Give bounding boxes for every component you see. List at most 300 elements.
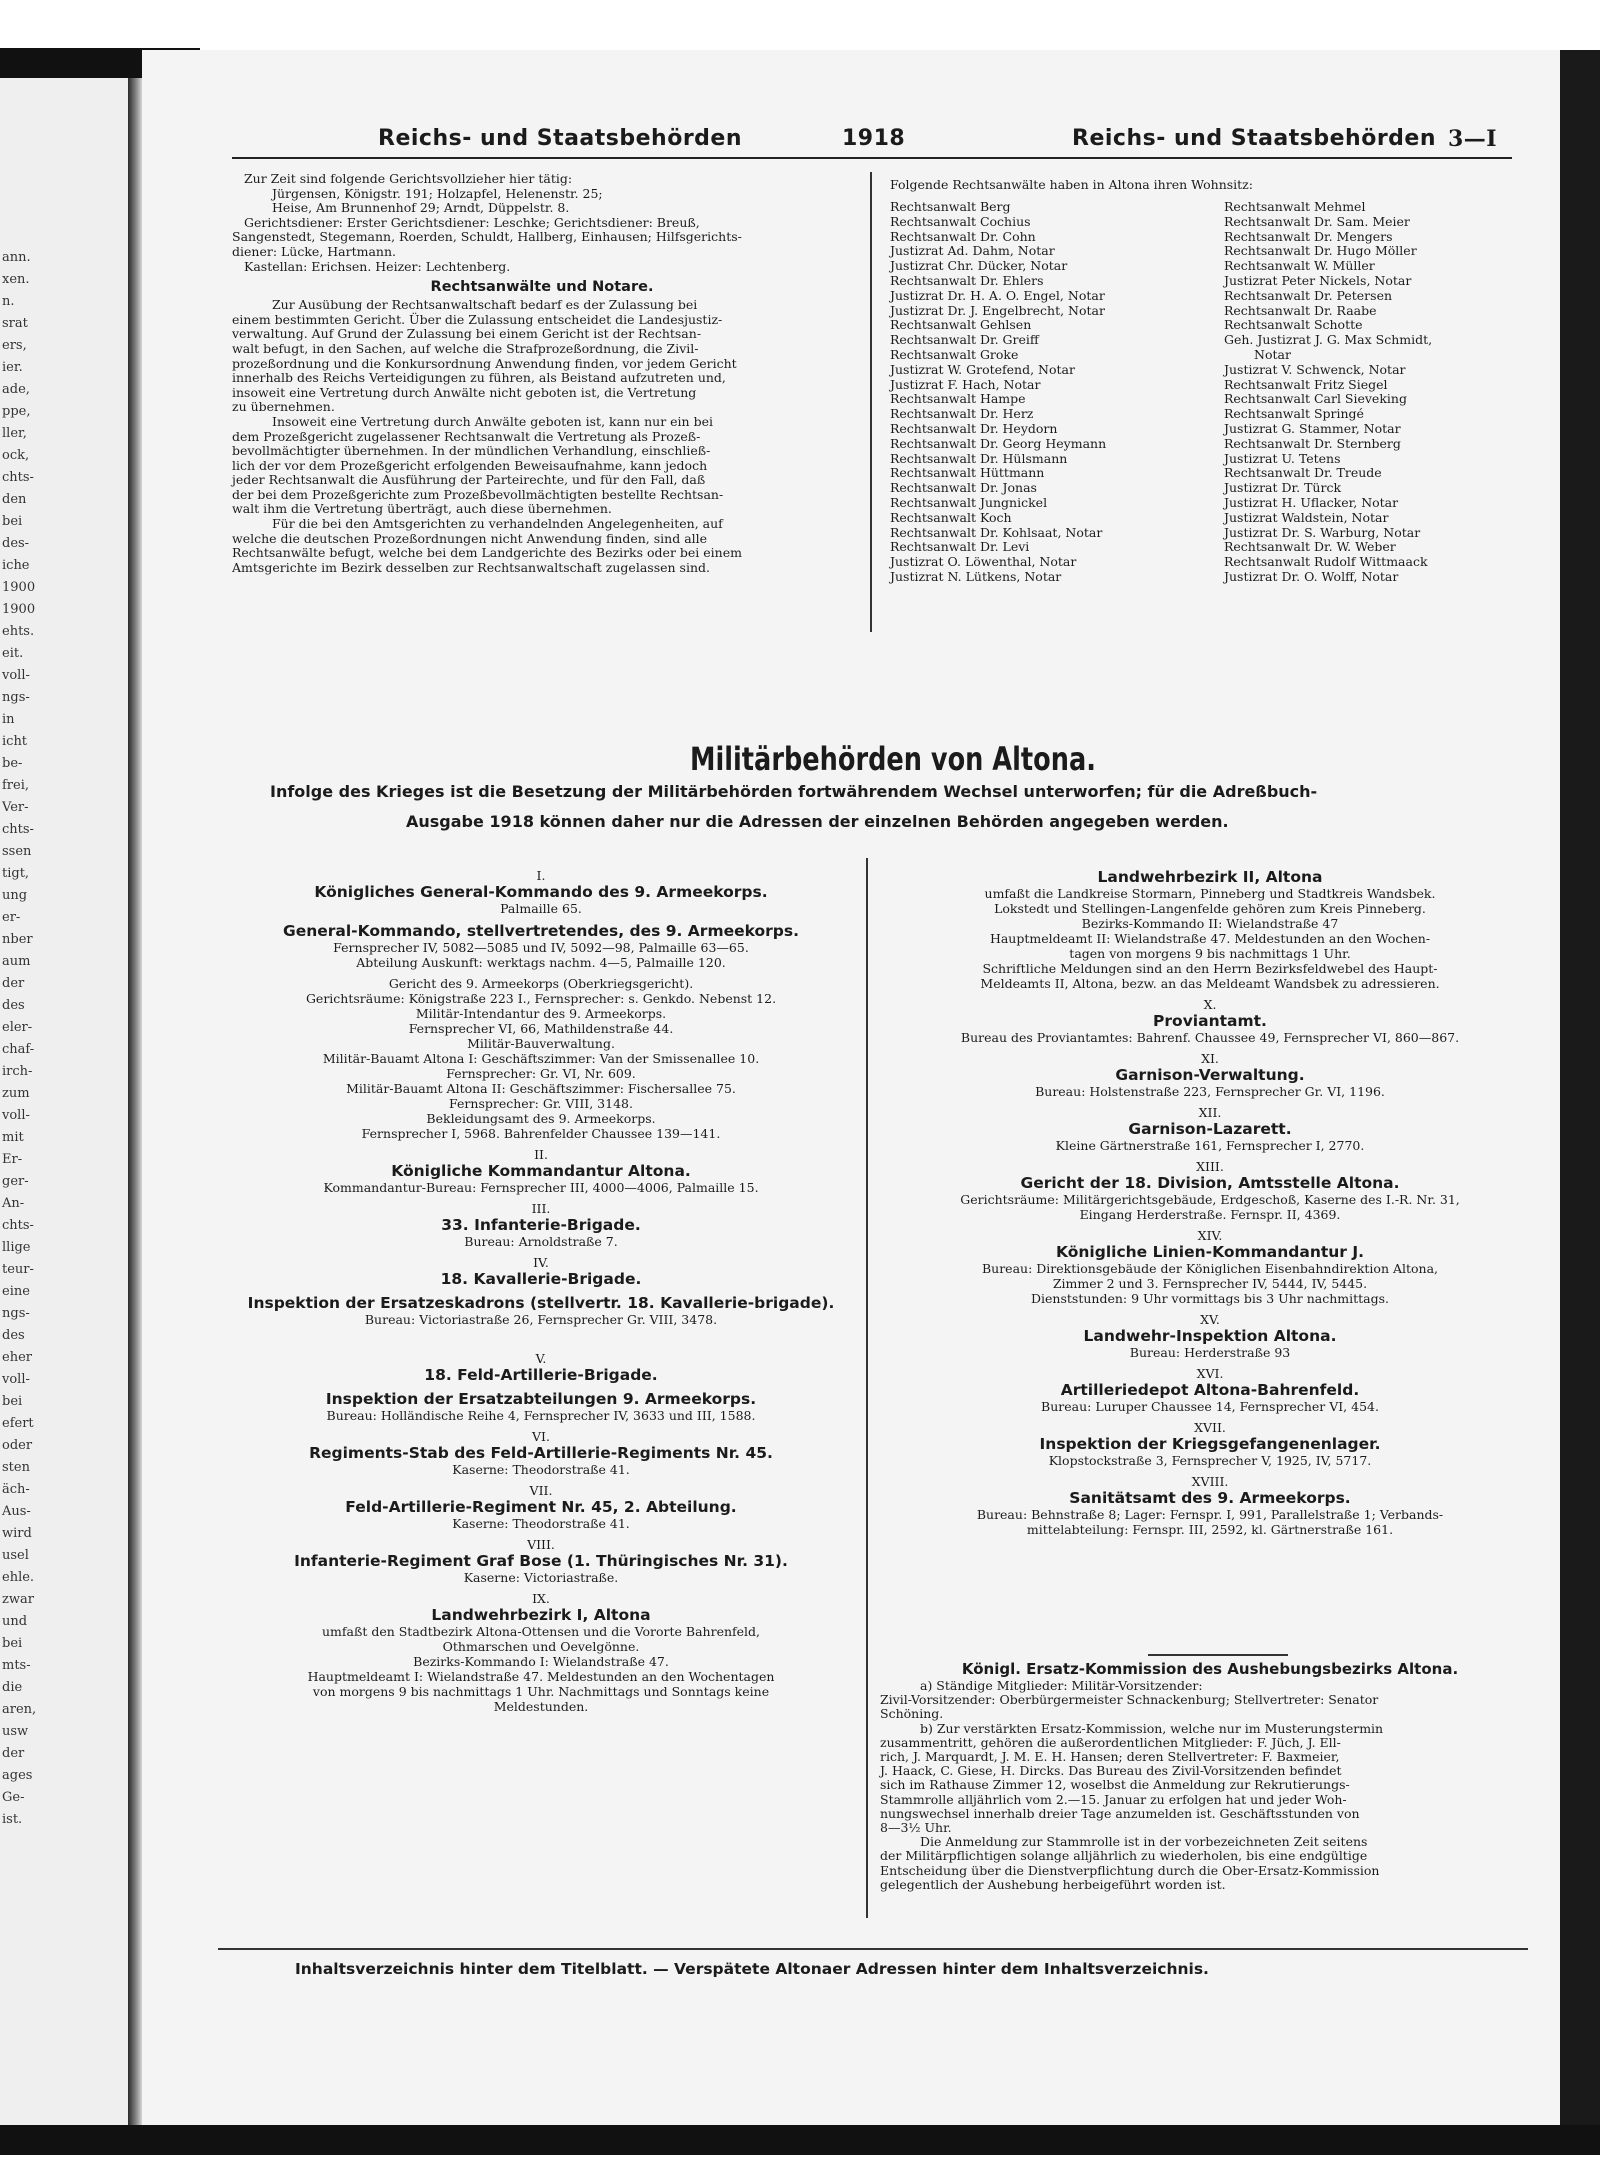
- entry-title: Königliches General-Kommando des 9. Armeekorps.: [314, 883, 768, 901]
- lawyer-entry: Rechtsanwalt Dr. Sternberg: [1224, 435, 1401, 451]
- court-staff-line: Gerichtsdiener: Erster Gerichtsdiener: Leschke; Gerichtsdiener: Breuß,: [244, 214, 700, 230]
- bailiff-line: Heise, Am Brunnenhof 29; Arndt, Düppelstr. 8.: [272, 200, 570, 216]
- lawyer-entry: Rechtsanwalt Dr. Hugo Möller: [1224, 243, 1417, 259]
- margin-fragment: usw: [2, 1724, 29, 1739]
- authority-entry: [880, 1420, 1540, 1468]
- authority-entry: [226, 1429, 856, 1477]
- paragraph-line: Rechtsanwälte befugt, welche bei dem Landgerichte des Bezirks oder bei einem: [232, 545, 742, 561]
- margin-fragment: zum: [2, 1086, 30, 1101]
- bailiff-line: Jürgensen, Königstr. 191; Holzapfel, Helenenstr. 25;: [272, 185, 603, 201]
- margin-fragment: er-: [2, 910, 21, 925]
- paragraph-line: innerhalb des Reichs Verteidigungen zu führen, als Beistand aufzutreten und,: [232, 370, 726, 386]
- ersatz-line: Die Anmeldung zur Stammrolle ist in der vorbezeichneten Zeit seitens: [920, 1834, 1368, 1850]
- lawyer-entry: Rechtsanwalt Gehlsen: [890, 317, 1032, 333]
- margin-fragment: 1900: [2, 580, 36, 595]
- lawyer-entry: Justizrat Dr. S. Warburg, Notar: [1224, 524, 1421, 540]
- lawyer-entry: Justizrat W. Grotefend, Notar: [890, 361, 1075, 377]
- lawyer-entry: Rechtsanwalt Dr. Cohn: [890, 228, 1036, 244]
- entry-number: XIV.: [1197, 1228, 1223, 1243]
- margin-fragment: oder: [2, 1438, 33, 1453]
- entry-title: Feld-Artillerie-Regiment Nr. 45, 2. Abteilung.: [345, 1498, 737, 1516]
- authority-entry: [226, 922, 856, 970]
- ersatz-line: a) Ständige Mitglieder: Militär-Vorsitzender:: [920, 1678, 1203, 1693]
- margin-fragment: chts-: [2, 470, 34, 485]
- ersatz-line: rich, J. Marquardt, J. M. E. H. Hansen; deren Stellvertreter: F. Baxmeier,: [880, 1749, 1340, 1765]
- lawyer-entry: Rechtsanwalt Springé: [1224, 406, 1364, 422]
- margin-fragment: mts-: [2, 1658, 31, 1673]
- margin-fragment: mit: [2, 1130, 24, 1145]
- entry-title: Landwehr-Inspektion Altona.: [1083, 1327, 1337, 1345]
- lawyer-entry: Rechtsanwalt Cochius: [890, 213, 1031, 229]
- authority-entry: [226, 976, 856, 1141]
- entry-detail: Meldestunden.: [493, 1699, 589, 1714]
- lawyer-entry: Rechtsanwalt Dr. Petersen: [1224, 287, 1393, 303]
- entry-detail: Fernsprecher VI, 66, Mathildenstraße 44.: [408, 1021, 674, 1036]
- authority-entry: [226, 1351, 856, 1384]
- lawyer-entry: Justizrat V. Schwenck, Notar: [1224, 361, 1406, 377]
- entry-title: Inspektion der Kriegsgefangenenlager.: [1039, 1435, 1381, 1453]
- entry-number: X.: [1203, 997, 1217, 1012]
- margin-fragment: ppe,: [2, 404, 31, 419]
- entry-title: Proviantamt.: [1153, 1012, 1267, 1030]
- lawyer-entry: Rechtsanwalt Dr. Sam. Meier: [1224, 213, 1410, 229]
- margin-fragment: n.: [2, 294, 15, 309]
- margin-fragment: des: [2, 1328, 25, 1343]
- margin-fragment: voll-: [2, 668, 30, 683]
- entry-detail: Militär-Bauverwaltung.: [467, 1036, 615, 1051]
- entry-number: IX.: [532, 1591, 550, 1606]
- lawyer-entry: Rechtsanwalt Hampe: [890, 391, 1026, 407]
- paragraph-line: einem bestimmten Gericht. Über die Zulassung entscheidet die Landesjustiz-: [232, 311, 723, 327]
- margin-fragment: äch-: [2, 1482, 30, 1497]
- paragraph-line: prozeßordnung und die Konkursordnung Anwendung finden, vor jedem Gericht: [232, 355, 737, 371]
- entry-detail: Militär-Bauamt Altona II: Geschäftszimmer: Fischersallee 75.: [346, 1081, 736, 1096]
- margin-fragment: aren,: [2, 1702, 37, 1717]
- ersatz-rule: [1148, 1654, 1288, 1656]
- margin-fragment: ade,: [2, 382, 30, 397]
- margin-fragment: Ver-: [2, 800, 29, 815]
- footer-rule: [218, 1948, 1528, 1950]
- lawyer-entry: Rechtsanwalt Dr. Levi: [890, 539, 1030, 555]
- ersatz-line: zusammentritt, gehören die außerordentlichen Mitglieder: F. Jüch, J. Ell-: [880, 1734, 1341, 1750]
- footer-notice: Inhaltsverzeichnis hinter dem Titelblatt. — Verspätete Altonaer Adressen hinter dem Inhaltsverzeichnis.: [295, 1960, 1209, 1978]
- margin-fragment: ehle.: [2, 1570, 35, 1585]
- military-notice-line1: Infolge des Krieges ist die Besetzung der Militärbehörden fortwährendem Wechsel unterworfen; für die Adreßbuch-: [270, 782, 1318, 801]
- lawyer-entry: Rechtsanwalt Dr. Treude: [1224, 465, 1382, 481]
- margin-fragment: chts-: [2, 822, 34, 837]
- lawyer-entry: Justizrat Peter Nickels, Notar: [1224, 272, 1412, 288]
- entry-detail: Fernsprecher I, 5968. Bahrenfelder Chaussee 139—141.: [361, 1126, 721, 1141]
- entry-detail: Othmarschen und Oevelgönne.: [442, 1639, 640, 1654]
- lawyer-entry: Justizrat Ad. Dahm, Notar: [890, 243, 1055, 259]
- entry-number: XVIII.: [1191, 1474, 1229, 1489]
- entry-detail: Kaserne: Theodorstraße 41.: [452, 1462, 630, 1477]
- margin-fragment: iche: [2, 558, 30, 573]
- lawyer-entry: Rechtsanwalt Carl Sieveking: [1224, 391, 1407, 407]
- entry-detail: Meldeamts II, Altona, bezw. an das Meldeamt Wandsbek zu adressieren.: [980, 976, 1440, 991]
- margin-fragment: be-: [2, 756, 23, 771]
- margin-fragment: des: [2, 998, 25, 1013]
- paragraph-line: welche die deutschen Prozeßordnungen nicht Anwendung finden, sind alle: [232, 530, 708, 546]
- margin-fragment: chts-: [2, 1218, 34, 1233]
- lawyer-entry: Rechtsanwalt Dr. Georg Heymann: [890, 435, 1107, 451]
- lawyer-entry: Rechtsanwalt Dr. Hülsmann: [890, 450, 1068, 466]
- header-left-title: Reichs- und Staatsbehörden: [378, 126, 743, 151]
- lawyer-entry: Rechtsanwalt Dr. Ehlers: [890, 272, 1044, 288]
- entry-detail: Klopstockstraße 3, Fernsprecher V, 1925, IV, 5717.: [1048, 1453, 1372, 1468]
- lawyer-entry: Justizrat O. Löwenthal, Notar: [890, 554, 1077, 570]
- entry-number: V.: [535, 1351, 547, 1366]
- entry-detail: Bureau: Herderstraße 93: [1129, 1345, 1291, 1360]
- lawyer-entry: Rechtsanwalt Koch: [890, 509, 1012, 525]
- margin-fragment: eit.: [2, 646, 24, 661]
- margin-fragment: und: [2, 1614, 28, 1629]
- entry-title: Königliche Linien-Kommandantur J.: [1055, 1243, 1365, 1261]
- paragraph-line: Zur Ausübung der Rechtsanwaltschaft bedarf es der Zulassung bei: [272, 297, 698, 313]
- authority-entry: [880, 1051, 1540, 1099]
- margin-fragment: llige: [2, 1240, 31, 1255]
- authority-entry: [226, 1294, 856, 1327]
- entry-number: XII.: [1198, 1105, 1222, 1120]
- entry-title: Inspektion der Ersatzabteilungen 9. Armeekorps.: [325, 1390, 757, 1408]
- entry-detail: Schriftliche Meldungen sind an den Herrn Bezirksfeldwebel des Haupt-: [982, 961, 1438, 976]
- margin-fragment: ngs-: [2, 690, 30, 705]
- entry-detail: umfaßt die Landkreise Stormarn, Pinneberg und Stadtkreis Wandsbek.: [984, 886, 1436, 901]
- entry-number: VI.: [532, 1429, 550, 1444]
- entry-detail: umfaßt den Stadtbezirk Altona-Ottensen und die Vororte Bahrenfeld,: [321, 1624, 761, 1639]
- lawyer-entry: Justizrat Dr. Türck: [1224, 480, 1342, 496]
- margin-fragment: eher: [2, 1350, 32, 1365]
- entry-detail: Militär-Intendantur des 9. Armeekorps.: [415, 1006, 667, 1021]
- margin-fragment: 1900: [2, 602, 36, 617]
- margin-fragment: der: [2, 976, 25, 991]
- lawyer-list-col2: [1224, 200, 1554, 585]
- entry-number: XI.: [1201, 1051, 1219, 1066]
- entry-detail: Lokstedt und Stellingen-Langenfelde gehören zum Kreis Pinneberg.: [994, 901, 1426, 916]
- lawyer-entry: Rechtsanwalt Hüttmann: [890, 465, 1045, 481]
- lawyer-entry: Rechtsanwalt Rudolf Wittmaack: [1224, 554, 1428, 570]
- entry-title: Artilleriedepot Altona-Bahrenfeld.: [1060, 1381, 1360, 1399]
- margin-fragment: bei: [2, 1394, 23, 1409]
- margin-fragment: irch-: [2, 1064, 33, 1079]
- entry-title: Sanitätsamt des 9. Armeekorps.: [1069, 1489, 1351, 1507]
- paragraph-line: bevollmächtigter übernehmen. In der mündlichen Verhandlung, einschließ-: [232, 443, 711, 459]
- margin-fragment: voll-: [2, 1108, 30, 1123]
- entry-number: III.: [531, 1201, 551, 1216]
- header-page-number: 3—I: [1448, 126, 1498, 152]
- paragraph-line: insoweit eine Vertretung durch Anwälte nicht geboten ist, die Vertretung: [232, 384, 697, 400]
- margin-fragment: Ge-: [2, 1790, 25, 1805]
- authority-entry: [880, 1366, 1540, 1414]
- entry-number: VII.: [529, 1483, 553, 1498]
- lawyer-entry: Rechtsanwalt Dr. W. Weber: [1224, 539, 1396, 555]
- entry-detail: Bureau: Holstenstraße 223, Fernsprecher Gr. VI, 1196.: [1035, 1084, 1385, 1099]
- ersatz-line: nungswechsel innerhalb dreier Tage anzumelden ist. Geschäftsstunden von: [880, 1805, 1360, 1821]
- margin-fragment: zwar: [2, 1592, 34, 1607]
- entry-detail: Bureau des Proviantamtes: Bahrenf. Chaussee 49, Fernsprecher VI, 860—867.: [960, 1030, 1460, 1045]
- entry-detail: Bureau: Direktionsgebäude der Königlichen Eisenbahndirektion Altona,: [981, 1261, 1439, 1276]
- entry-detail: Bureau: Behnstraße 8; Lager: Fernspr. I, 991, Parallelstraße 1; Verbands-: [976, 1507, 1444, 1522]
- entry-title: Garnison-Verwaltung.: [1115, 1066, 1305, 1084]
- bailiff-line: Zur Zeit sind folgende Gerichtsvollzieher hier tätig:: [244, 171, 573, 186]
- margin-fragment: teur-: [2, 1262, 34, 1277]
- margin-fragment: bei: [2, 1636, 23, 1651]
- lawyer-entry: Rechtsanwalt Dr. Mengers: [1224, 228, 1393, 244]
- top-left-column: [232, 172, 852, 575]
- ersatz-line: J. Haack, C. Giese, H. Dircks. Das Bureau des Zivil-Vorsitzenden befindet: [880, 1763, 1342, 1779]
- paragraph-line: lich der vor dem Prozeßgericht erfolgenden Beweisaufnahme, kann jedoch: [232, 457, 708, 473]
- entry-detail: Palmaille 65.: [500, 901, 582, 916]
- left-page-fragment: [0, 78, 128, 2128]
- entry-detail: Kommandantur-Bureau: Fernsprecher III, 4000—4006, Palmaille 15.: [323, 1180, 759, 1195]
- lawyer-entry: Rechtsanwalt Dr. Jonas: [890, 480, 1037, 496]
- entry-detail: Militär-Bauamt Altona I: Geschäftszimmer: Van der Smissenallee 10.: [322, 1051, 760, 1066]
- margin-fragment: frei,: [2, 778, 30, 793]
- lawyer-entry: Rechtsanwalt Fritz Siegel: [1224, 376, 1388, 392]
- entry-title: Infanterie-Regiment Graf Bose (1. Thüringisches Nr. 31).: [294, 1552, 788, 1570]
- entry-detail: Kleine Gärtnerstraße 161, Fernsprecher I, 2770.: [1055, 1138, 1365, 1153]
- entry-detail: Dienststunden: 9 Uhr vormittags bis 3 Uhr nachmittags.: [1031, 1291, 1389, 1306]
- bottom-margin: [0, 2155, 1600, 2177]
- entry-title: 18. Kavallerie-Brigade.: [440, 1270, 642, 1288]
- margin-fragment: nber: [2, 932, 33, 947]
- ersatz-line: Entscheidung über die Dienstverpflichtung durch die Ober-Ersatz-Kommission: [880, 1862, 1380, 1878]
- margin-fragment: chaf-: [2, 1042, 35, 1057]
- margin-fragment: ung: [2, 888, 28, 903]
- lawyer-entry: Notar: [1254, 346, 1291, 362]
- margin-fragment: usel: [2, 1548, 29, 1563]
- margin-fragment: ngs-: [2, 1306, 30, 1321]
- entry-detail: Gerichtsräume: Militärgerichtsgebäude, Erdgeschoß, Kaserne des I.-R. Nr. 31,: [960, 1192, 1460, 1207]
- entry-title: Landwehrbezirk I, Altona: [431, 1606, 651, 1624]
- margin-fragment: ann.: [2, 250, 31, 265]
- authority-entry: [880, 1159, 1540, 1222]
- court-staff-line: diener: Lücke, Hartmann.: [232, 243, 397, 259]
- scan-edge-bottom: [0, 2125, 1600, 2155]
- lawyer-entry: Justizrat H. Uflacker, Notar: [1224, 494, 1399, 510]
- margin-fragment: die: [2, 1680, 23, 1695]
- lawyer-entry: Rechtsanwalt Dr. Herz: [890, 406, 1034, 422]
- entry-detail: tagen von morgens 9 bis nachmittags 1 Uhr.: [1069, 946, 1351, 961]
- book-gutter: [128, 78, 142, 2128]
- entry-detail: Hauptmeldeamt I: Wielandstraße 47. Meldestunden an den Wochentagen: [307, 1669, 775, 1684]
- entry-detail: Zimmer 2 und 3. Fernsprecher IV, 5444, IV, 5445.: [1052, 1276, 1368, 1291]
- margin-fragment: Er-: [2, 1152, 23, 1167]
- entry-detail: Gericht des 9. Armeekorps (Oberkriegsgericht).: [388, 976, 694, 991]
- lawyer-entry: Rechtsanwalt Dr. Raabe: [1224, 302, 1377, 318]
- entry-detail: Kaserne: Theodorstraße 41.: [452, 1516, 630, 1531]
- lawyer-entry: Rechtsanwalt Dr. Kohlsaat, Notar: [890, 524, 1103, 540]
- entry-title: General-Kommando, stellvertretendes, des 9. Armeekorps.: [282, 922, 800, 940]
- authority-entry: [226, 868, 856, 916]
- military-section-title: Militärbehörden von Altona.: [690, 740, 1096, 778]
- entry-detail: Bezirks-Kommando II: Wielandstraße 47: [1081, 916, 1339, 931]
- entry-detail: Bezirks-Kommando I: Wielandstraße 47.: [413, 1654, 669, 1669]
- margin-fragment: eine: [2, 1284, 30, 1299]
- entry-title: Garnison-Lazarett.: [1128, 1120, 1292, 1138]
- entry-title: 33. Infanterie-Brigade.: [441, 1216, 641, 1234]
- entry-number: XVI.: [1196, 1366, 1224, 1381]
- lawyer-entry: Justizrat Waldstein, Notar: [1224, 509, 1389, 525]
- margin-fragment: wird: [2, 1526, 32, 1541]
- margin-fragment: Aus-: [2, 1504, 31, 1519]
- margin-fragment: ehts.: [2, 624, 35, 639]
- margin-fragment: in: [2, 712, 15, 727]
- paragraph-line: Insoweit eine Vertretung durch Anwälte geboten ist, kann nur ein bei: [272, 413, 713, 429]
- column-divider-bottom: [866, 858, 868, 1918]
- scan-edge-right: [1560, 50, 1600, 2130]
- lawyer-entry: Justizrat N. Lütkens, Notar: [890, 568, 1062, 584]
- paragraph-line: verwaltung. Auf Grund der Zulassung bei einem Gericht ist der Rechtsan-: [232, 326, 702, 342]
- entry-title: 18. Feld-Artillerie-Brigade.: [424, 1366, 658, 1384]
- ersatz-title: Königl. Ersatz-Kommission des Aushebungsbezirks Altona.: [961, 1660, 1459, 1678]
- paragraph-line: walt befugt, in den Sachen, auf welche die Strafprozeßordnung, die Zivil-: [232, 340, 699, 356]
- margin-fragment: eler-: [2, 1020, 33, 1035]
- authority-entry: [226, 1591, 856, 1714]
- entry-number: II.: [534, 1147, 548, 1162]
- court-staff-line: Kastellan: Erichsen. Heizer: Lechtenberg.: [244, 258, 511, 274]
- margin-fragment: ist.: [2, 1812, 23, 1827]
- header-rule: [232, 157, 1512, 159]
- margin-fragment: ger-: [2, 1174, 29, 1189]
- lawyer-entry: Justizrat U. Tetens: [1224, 450, 1341, 466]
- top-margin: [0, 0, 1600, 52]
- authority-entry: [226, 1201, 856, 1249]
- lawyer-list-intro: Folgende Rechtsanwälte haben in Altona ihren Wohnsitz:: [890, 177, 1253, 192]
- entry-detail: mittelabteilung: Fernspr. III, 2592, kl. Gärtnerstraße 161.: [1026, 1522, 1394, 1537]
- entry-title: Königliche Kommandantur Altona.: [391, 1162, 691, 1180]
- authority-entry: [880, 997, 1540, 1045]
- entry-number: XV.: [1200, 1312, 1220, 1327]
- lawyer-entry: Justizrat Chr. Dücker, Notar: [890, 258, 1068, 274]
- entry-number: VIII.: [527, 1537, 555, 1552]
- entry-detail: Kaserne: Victoriastraße.: [463, 1570, 619, 1585]
- ersatz-line: b) Zur verstärkten Ersatz-Kommission, welche nur im Musterungstermin: [920, 1720, 1384, 1736]
- lawyer-entry: Geh. Justizrat J. G. Max Schmidt,: [1224, 332, 1433, 348]
- header-year: 1918: [842, 126, 906, 151]
- entry-number: IV.: [533, 1255, 549, 1270]
- entry-detail: von morgens 9 bis nachmittags 1 Uhr. Nachmittags und Sonntags keine: [312, 1684, 770, 1699]
- ersatz-commission: [880, 1660, 1540, 1892]
- paragraph-line: Für die bei den Amtsgerichten zu verhandelnden Angelegenheiten, auf: [272, 516, 723, 532]
- header-right-title: Reichs- und Staatsbehörden: [1072, 126, 1437, 151]
- authority-entry: [880, 868, 1540, 991]
- margin-fragment: des-: [2, 536, 30, 551]
- lawyer-entry: Rechtsanwalt Mehmel: [1224, 199, 1366, 214]
- lawyer-entry: Justizrat G. Stammer, Notar: [1224, 420, 1401, 436]
- lawyer-entry: Rechtsanwalt W. Müller: [1224, 258, 1375, 274]
- lawyer-entry: Justizrat Dr. O. Wolff, Notar: [1224, 568, 1399, 584]
- entry-title: Inspektion der Ersatzeskadrons (stellvertr. 18. Kavallerie-brigade).: [247, 1294, 835, 1312]
- entry-detail: Bekleidungsamt des 9. Armeekorps.: [426, 1111, 656, 1126]
- ersatz-line: gelegentlich der Aushebung herbeigeführt worden ist.: [880, 1876, 1226, 1892]
- lawyer-entry: Justizrat Dr. J. Engelbrecht, Notar: [890, 302, 1105, 318]
- entry-title: Gericht der 18. Division, Amtsstelle Altona.: [1020, 1174, 1400, 1192]
- authority-entry: [226, 1390, 856, 1423]
- paragraph-line: jeder Rechtsanwalt die Ausführung der Parteirechte, und für den Fall, daß: [232, 472, 706, 488]
- column-divider-top: [870, 172, 872, 632]
- margin-fragment: der: [2, 1746, 25, 1761]
- paragraph-line: Amtsgerichte im Bezirk desselben zur Rechtsanwaltschaft zugelassen sind.: [232, 559, 710, 575]
- lawyer-entry: Rechtsanwalt Schotte: [1224, 317, 1363, 333]
- margin-fragment: sten: [2, 1460, 30, 1475]
- lawyer-entry: Rechtsanwalt Groke: [890, 346, 1019, 362]
- margin-fragment: aum: [2, 954, 31, 969]
- entry-detail: Abteilung Auskunft: werktags nachm. 4—5, Palmaille 120.: [356, 955, 726, 970]
- paragraph-line: der bei dem Prozeßgerichte zum Prozeßbevollmächtigten bestellte Rechtsan-: [232, 486, 724, 502]
- authority-entry: [226, 1483, 856, 1531]
- entry-detail: Bureau: Victoriastraße 26, Fernsprecher Gr. VIII, 3478.: [364, 1312, 718, 1327]
- margin-fragment: icht: [2, 734, 28, 749]
- entry-title: Regiments-Stab des Feld-Artillerie-Regiments Nr. 45.: [309, 1444, 773, 1462]
- margin-fragment: ock,: [2, 448, 30, 463]
- margin-fragment: ages: [2, 1768, 33, 1783]
- margin-fragment: voll-: [2, 1372, 30, 1387]
- margin-fragment: An-: [2, 1196, 25, 1211]
- paragraph-line: walt ihm die Vertretung überträgt, auch diese übernehmen.: [232, 501, 612, 517]
- entry-detail: Fernsprecher: Gr. VI, Nr. 609.: [446, 1066, 636, 1081]
- margin-fragment: ssen: [2, 844, 32, 859]
- lawyers-heading: Rechtsanwälte und Notare.: [430, 279, 654, 296]
- entry-detail: Fernsprecher: Gr. VIII, 3148.: [449, 1096, 633, 1111]
- lawyer-entry: Justizrat F. Hach, Notar: [890, 376, 1041, 392]
- ersatz-line: Schöning.: [880, 1706, 944, 1722]
- court-staff-line: Sangenstedt, Stegemann, Roerden, Schuldt, Hallberg, Einhausen; Hilfsgerichts-: [232, 229, 742, 245]
- entry-number: XVII.: [1194, 1420, 1226, 1435]
- ersatz-line: Zivil-Vorsitzender: Oberbürgermeister Schnackenburg; Stellvertreter: Senator: [880, 1692, 1379, 1708]
- entry-number: XIII.: [1196, 1159, 1224, 1174]
- entry-detail: Bureau: Arnoldstraße 7.: [464, 1234, 618, 1249]
- ersatz-line: der Militärpflichtigen solange alljährlich zu wiederholen, bis eine endgültige: [880, 1848, 1368, 1864]
- lawyer-entry: Rechtsanwalt Dr. Heydorn: [890, 420, 1058, 436]
- authority-entry: [226, 1255, 856, 1288]
- margin-fragment: xen.: [2, 272, 30, 287]
- margin-fragment: srat: [2, 316, 28, 331]
- entry-detail: Bureau: Holländische Reihe 4, Fernsprecher IV, 3633 und III, 1588.: [326, 1408, 756, 1423]
- entry-detail: Hauptmeldeamt II: Wielandstraße 47. Meldestunden an den Wochen-: [989, 931, 1431, 946]
- margin-fragment: den: [2, 492, 27, 507]
- lawyer-entry: Rechtsanwalt Dr. Greiff: [890, 332, 1039, 348]
- margin-fragment: tigt,: [2, 866, 30, 881]
- lawyer-list-col1: [890, 200, 1220, 585]
- entry-detail: Fernsprecher IV, 5082—5085 und IV, 5092—98, Palmaille 63—65.: [333, 940, 749, 955]
- margin-fragment: efert: [2, 1416, 34, 1431]
- entry-title: Landwehrbezirk II, Altona: [1097, 868, 1323, 886]
- lawyer-entry: Justizrat Dr. H. A. O. Engel, Notar: [890, 287, 1105, 303]
- lawyer-entry: Rechtsanwalt Jungnickel: [890, 494, 1048, 510]
- authority-entry: [880, 1105, 1540, 1153]
- authority-entry: [880, 1312, 1540, 1360]
- margin-fragment: ller,: [2, 426, 27, 441]
- ersatz-line: sich im Rathause Zimmer 12, woselbst die Anmeldung zur Rekrutierungs-: [880, 1777, 1350, 1793]
- entry-detail: Eingang Herderstraße. Fernspr. II, 4369.: [1079, 1207, 1341, 1222]
- authority-entry: [226, 1537, 856, 1585]
- ersatz-line: Stammrolle alljährlich vom 2.—15. Januar zu erfolgen hat und jeder Woh-: [880, 1791, 1347, 1807]
- military-notice-line2: Ausgabe 1918 können daher nur die Adressen der einzelnen Behörden angegeben werden.: [406, 812, 1229, 831]
- authority-entry: [880, 1474, 1540, 1537]
- entry-detail: Bureau: Luruper Chaussee 14, Fernsprecher VI, 454.: [1041, 1399, 1379, 1414]
- margin-fragment: ers,: [2, 338, 27, 353]
- paragraph-line: zu übernehmen.: [232, 399, 335, 415]
- margin-fragment: ier.: [2, 360, 23, 375]
- ersatz-line: 8—3½ Uhr.: [880, 1820, 952, 1836]
- entry-number: I.: [536, 868, 546, 883]
- authority-entry: [880, 1228, 1540, 1306]
- lawyer-entry: Rechtsanwalt Berg: [890, 199, 1011, 214]
- authority-entry: [226, 1147, 856, 1195]
- entry-detail: Gerichtsräume: Königstraße 223 I., Fernsprecher: s. Genkdo. Nebenst 12.: [305, 991, 777, 1006]
- paragraph-line: dem Prozeßgericht zugelassener Rechtsanwalt die Vertretung als Prozeß-: [232, 428, 701, 444]
